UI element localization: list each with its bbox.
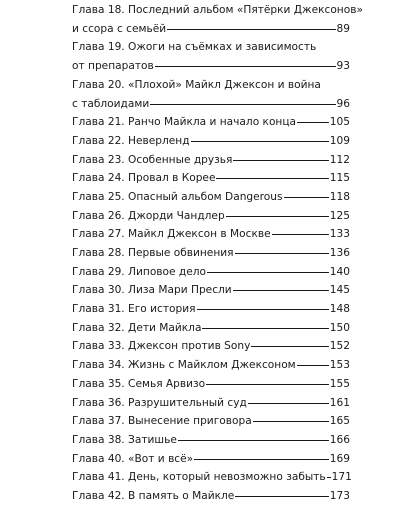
leader-line (248, 403, 329, 404)
page-number: 152 (329, 340, 350, 353)
toc-entry-line (72, 132, 350, 151)
page-number: 96 (336, 97, 350, 110)
chapter-title: Глава 23. Особенные друзья (72, 153, 233, 166)
toc-entry (72, 1, 363, 38)
toc-entry (72, 244, 350, 263)
toc-entry (72, 38, 350, 75)
toc-entry-line (72, 263, 350, 282)
leader-line (251, 346, 328, 347)
leader-line (233, 160, 328, 161)
toc-entry-line (72, 487, 350, 506)
page-number: 165 (329, 415, 350, 428)
leader-line (297, 365, 329, 366)
toc-entry-line (72, 151, 350, 170)
leader-line (235, 496, 328, 497)
page-number: 150 (329, 321, 350, 334)
chapter-title: Глава 29. Липовое дело (72, 265, 207, 278)
toc-entry-line (72, 281, 350, 300)
leader-line (233, 290, 329, 291)
toc-entry (72, 394, 350, 413)
toc-entry-line (72, 38, 350, 57)
leader-line (197, 309, 329, 310)
page-number: 133 (329, 228, 350, 241)
leader-line (194, 459, 329, 460)
toc-entry (72, 468, 350, 487)
page-number: 109 (329, 134, 350, 147)
toc-entry (72, 337, 350, 356)
chapter-title: Глава 24. Провал в Корее (72, 172, 216, 185)
chapter-title: Глава 32. Дети Майкла (72, 321, 202, 334)
toc-entry (72, 76, 350, 113)
page-number: 105 (329, 116, 350, 129)
toc-entry-line (72, 412, 350, 431)
chapter-title: Глава 18. Последний альбом «Пятёрки Джексонов» (72, 4, 363, 16)
chapter-title: Глава 19. Ожоги на съёмках и зависимость (72, 41, 317, 54)
page-number: 166 (329, 433, 350, 446)
page-number: 89 (336, 22, 350, 35)
toc-entry-line (72, 113, 350, 132)
toc-entry-line (72, 431, 350, 450)
toc-entry (72, 319, 350, 338)
page-number: 155 (329, 377, 350, 390)
chapter-title: Глава 22. Неверленд (72, 134, 190, 147)
chapter-title: Глава 27. Майкл Джексон в Москве (72, 228, 271, 241)
leader-line (191, 141, 329, 142)
chapter-title: Глава 38. Затишье (72, 433, 177, 446)
leader-line (206, 384, 329, 385)
leader-line (150, 104, 335, 105)
page-number: 140 (329, 265, 350, 278)
toc-entry (72, 431, 350, 450)
toc-entry (72, 375, 350, 394)
toc-entry (72, 487, 350, 506)
toc-entry-line (72, 20, 350, 39)
toc-entry-line (72, 244, 350, 263)
leader-line (297, 122, 329, 123)
toc-entry (72, 356, 350, 375)
page-number: 153 (329, 359, 350, 372)
toc-entry-line (72, 95, 350, 114)
table-of-contents (72, 1, 363, 506)
page-number: 115 (329, 172, 350, 185)
page-number: 112 (329, 153, 350, 166)
toc-entry-line (72, 76, 350, 95)
chapter-title: Глава 20. «Плохой» Майкл Джексон и война (72, 78, 321, 91)
chapter-title: Глава 25. Опасный альбом Dangerous (72, 190, 283, 203)
toc-entry-line (72, 300, 350, 319)
toc-entry (72, 207, 350, 226)
leader-line (216, 178, 328, 179)
chapter-title: Глава 40. «Вот и всё» (72, 452, 194, 465)
chapter-title: от препаратов (72, 60, 154, 73)
page-number: 93 (336, 60, 350, 73)
toc-entry (72, 263, 350, 282)
chapter-title: Глава 28. Первые обвинения (72, 247, 234, 260)
toc-entry (72, 188, 350, 207)
page-number: 136 (329, 247, 350, 260)
leader-line (202, 328, 328, 329)
toc-entry-line (72, 225, 350, 244)
toc-entry-line (72, 468, 350, 487)
leader-line (284, 197, 329, 198)
chapter-title: Глава 33. Джексон против Sony (72, 340, 251, 353)
chapter-title: Глава 35. Семья Арвизо (72, 377, 206, 390)
leader-line (167, 29, 335, 30)
toc-entry-line (72, 394, 350, 413)
page-number: 169 (329, 452, 350, 465)
page-number: 161 (329, 396, 350, 409)
leader-line (226, 216, 329, 217)
chapter-title: Глава 21. Ранчо Майкла и начало конца (72, 116, 297, 129)
toc-entry (72, 113, 350, 132)
toc-entry-line (72, 1, 363, 20)
chapter-title: Глава 31. Его история (72, 303, 196, 316)
chapter-title: Глава 26. Джорди Чандлер (72, 209, 225, 222)
leader-line (207, 272, 329, 273)
toc-entry-line (72, 337, 350, 356)
toc-entry (72, 450, 350, 469)
toc-entry-line (72, 57, 350, 76)
chapter-title: Глава 42. В память о Майкле (72, 489, 235, 502)
page-number: 173 (329, 489, 350, 502)
toc-entry (72, 169, 350, 188)
toc-entry (72, 132, 350, 151)
toc-entry-line (72, 356, 350, 375)
toc-entry-line (72, 207, 350, 226)
page-number: 145 (329, 284, 350, 297)
toc-entry-line (72, 319, 350, 338)
toc-entry-line (72, 375, 350, 394)
chapter-title: Глава 37. Вынесение приговора (72, 415, 252, 428)
leader-line (253, 421, 329, 422)
toc-entry (72, 151, 350, 170)
chapter-title: Глава 34. Жизнь с Майклом Джексоном (72, 359, 296, 372)
toc-entry (72, 281, 350, 300)
chapter-title: и ссора с семьёй (72, 22, 167, 35)
page-number: 125 (329, 209, 350, 222)
chapter-title: Глава 30. Лиза Мари Пресли (72, 284, 232, 297)
chapter-title: с таблоидами (72, 97, 150, 110)
leader-line (155, 66, 336, 67)
page-number: 118 (329, 190, 350, 203)
toc-entry-line (72, 169, 350, 188)
toc-entry (72, 225, 350, 244)
chapter-title: Глава 36. Разрушительный суд (72, 396, 247, 409)
toc-entry (72, 412, 350, 431)
toc-entry-line (72, 450, 350, 469)
toc-entry (72, 300, 350, 319)
chapter-title: Глава 41. День, который невозможно забыть (72, 471, 326, 484)
leader-line (327, 477, 331, 478)
toc-entry-line (72, 188, 350, 207)
page-number: 148 (329, 303, 350, 316)
leader-line (178, 440, 329, 441)
leader-line (272, 234, 329, 235)
leader-line (235, 253, 329, 254)
page-number: 171 (331, 471, 352, 484)
